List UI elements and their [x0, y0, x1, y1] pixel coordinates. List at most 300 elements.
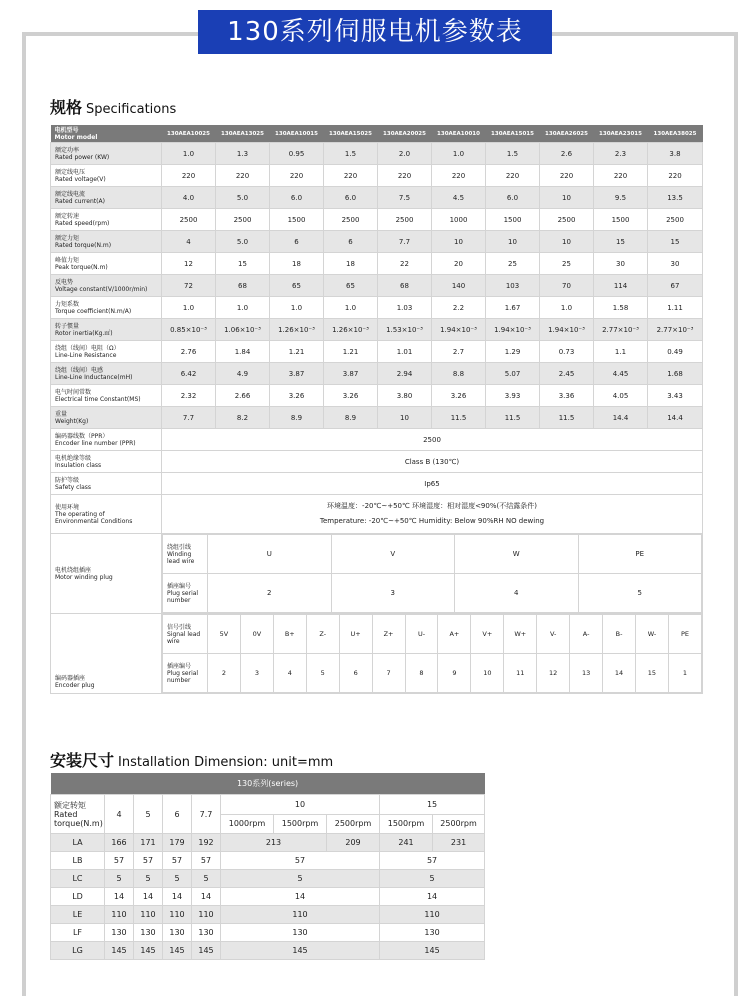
- torque-value: 5: [134, 795, 163, 834]
- install-row: [51, 852, 485, 870]
- encoder-plug-row-serial: 2: [208, 654, 241, 693]
- spec-row-label: 电气时间常数 Electrical time Constant(MS): [51, 385, 162, 407]
- spec-value: 14.4: [594, 407, 648, 429]
- spec-value: 3.87: [270, 363, 324, 385]
- spec-value: 1.0: [432, 143, 486, 165]
- spec-value: 220: [432, 165, 486, 187]
- safety-row-value: Ip65: [162, 473, 703, 495]
- spec-value: 1500: [486, 209, 540, 231]
- spec-value: 8.8: [432, 363, 486, 385]
- install-value: 14: [134, 888, 163, 906]
- spec-row: [51, 143, 703, 165]
- encoder-plug-row-lead: V+: [471, 615, 504, 654]
- encoder-plug-row-serial: 4: [273, 654, 306, 693]
- spec-value: 1000: [432, 209, 486, 231]
- encoder-row-label: 编码器线数（PPR） Encoder line number (PPR): [51, 429, 162, 451]
- spec-value: 6.42: [162, 363, 216, 385]
- spec-value: 4.5: [432, 187, 486, 209]
- spec-value: 4.0: [162, 187, 216, 209]
- install-value: 110: [105, 906, 134, 924]
- spec-value: 1.29: [486, 341, 540, 363]
- spec-value: 1500: [270, 209, 324, 231]
- spec-value: 1.1: [594, 341, 648, 363]
- install-value: 130: [163, 924, 192, 942]
- spec-value: 220: [378, 165, 432, 187]
- spec-value: 68: [378, 275, 432, 297]
- encoder-plug-row-lead: B-: [603, 615, 636, 654]
- encoder-plug-row-lead: W+: [504, 615, 537, 654]
- spec-value: 1500: [594, 209, 648, 231]
- install-value: 57: [192, 852, 221, 870]
- winding-plug-row-lead: W: [455, 535, 579, 574]
- spec-value: 1.94×10⁻³: [540, 319, 594, 341]
- encoder-plug-row-lead: 5V: [208, 615, 241, 654]
- spec-row-label: 绕组（线间）电感 Line-Line Inductance(mH): [51, 363, 162, 385]
- install-value: 5: [380, 870, 485, 888]
- install-row-name: LB: [51, 852, 105, 870]
- encoder-plug-row-lead: Z+: [372, 615, 405, 654]
- environment-line-en: Temperature: -20℃~+50℃ Humidity: Below 90%RH NO dewing: [319, 517, 545, 525]
- spec-row-label: 额定线电压 Rated voltage(V): [51, 165, 162, 187]
- install-row-name: LE: [51, 906, 105, 924]
- spec-row-label: 额定线电流 Rated current(A): [51, 187, 162, 209]
- encoder-plug-row-lead: PE: [668, 615, 701, 654]
- insulation-row-label: 电机绝缘等级 Insulation class: [51, 451, 162, 473]
- speed-10: 2500rpm: [327, 814, 380, 834]
- spec-value: 3.43: [648, 385, 703, 407]
- spec-value: 1.26×10⁻³: [324, 319, 378, 341]
- install-value: 145: [221, 942, 380, 960]
- spec-value: 1.11: [648, 297, 703, 319]
- install-value: 110: [134, 906, 163, 924]
- install-value: 130: [134, 924, 163, 942]
- spec-value: 22: [378, 253, 432, 275]
- spec-value: 2.77×10⁻³: [648, 319, 703, 341]
- spec-value: 1.94×10⁻³: [486, 319, 540, 341]
- install-row: [51, 870, 485, 888]
- spec-value: 2500: [540, 209, 594, 231]
- install-row: [51, 834, 485, 852]
- install-value: 209: [327, 834, 380, 852]
- install-value: 110: [380, 906, 485, 924]
- spec-value: 1.21: [324, 341, 378, 363]
- spec-row-label: 重量 Weight(Kg): [51, 407, 162, 429]
- install-value: 145: [163, 942, 192, 960]
- safety-row-label: 防护等级 Safety class: [51, 473, 162, 495]
- torque-10: 10: [221, 795, 380, 815]
- spec-value: 1.0: [162, 297, 216, 319]
- spec-row-label: 绕组（线间）电阻（Ω） Line-Line Resistance: [51, 341, 162, 363]
- torque-value: 6: [163, 795, 192, 834]
- install-value: 14: [163, 888, 192, 906]
- spec-value: 2500: [162, 209, 216, 231]
- install-value: 57: [134, 852, 163, 870]
- install-value: 145: [134, 942, 163, 960]
- spec-value: 4.9: [216, 363, 270, 385]
- spec-title-en: Specifications: [86, 102, 177, 117]
- spec-value: 9.5: [594, 187, 648, 209]
- encoder-plug-row-serial: 8: [405, 654, 438, 693]
- encoder-plug-row-serial: 15: [635, 654, 668, 693]
- spec-value: 10: [540, 231, 594, 253]
- encoder-plug-row-serial: 14: [603, 654, 636, 693]
- spec-value: 220: [594, 165, 648, 187]
- spec-value: 220: [648, 165, 703, 187]
- install-row: [51, 906, 485, 924]
- spec-row: [51, 319, 703, 341]
- spec-value: 1.84: [216, 341, 270, 363]
- install-value: 166: [105, 834, 134, 852]
- spec-value: 10: [378, 407, 432, 429]
- install-value: 145: [105, 942, 134, 960]
- winding-plug-row-grid: [162, 534, 702, 613]
- install-row-name: LG: [51, 942, 105, 960]
- install-value: 14: [192, 888, 221, 906]
- winding-plug-row-lead: V: [331, 535, 455, 574]
- winding-plug-row-serial-label: 插座编号 Plug serial number: [163, 574, 208, 613]
- spec-row: [51, 275, 703, 297]
- spec-value: 30: [648, 253, 703, 275]
- model-header: 130AEA10025: [162, 125, 216, 143]
- winding-plug-row-serial: 2: [208, 574, 332, 613]
- spec-value: 7.5: [378, 187, 432, 209]
- install-torque-row: [51, 795, 485, 815]
- spec-value: 2.45: [540, 363, 594, 385]
- encoder-plug-row-lead: U-: [405, 615, 438, 654]
- install-value: 110: [192, 906, 221, 924]
- winding-plug-row-lead: U: [208, 535, 332, 574]
- spec-value: 1.0: [216, 297, 270, 319]
- encoder-plug-row-serial: 11: [504, 654, 537, 693]
- encoder-plug-row-serial: 1: [668, 654, 701, 693]
- install-row-name: LF: [51, 924, 105, 942]
- spec-value: 65: [324, 275, 378, 297]
- install-value: 179: [163, 834, 192, 852]
- model-header: 130AEA13025: [216, 125, 270, 143]
- page-title: 130系列伺服电机参数表: [198, 10, 552, 54]
- winding-plug-row-serial: 4: [455, 574, 579, 613]
- spec-value: 25: [486, 253, 540, 275]
- spec-table: [50, 125, 703, 694]
- encoder-plug-row-serial: 13: [570, 654, 603, 693]
- encoder-plug-row-serial: 7: [372, 654, 405, 693]
- spec-value: 2500: [324, 209, 378, 231]
- model-header: 130AEA10015: [270, 125, 324, 143]
- spec-value: 103: [486, 275, 540, 297]
- spec-row: [51, 385, 703, 407]
- spec-value: 1.0: [540, 297, 594, 319]
- encoder-plug-row-lead: A+: [438, 615, 471, 654]
- spec-value: 3.80: [378, 385, 432, 407]
- spec-value: 4.05: [594, 385, 648, 407]
- encoder-row: [51, 429, 703, 451]
- insulation-row: [51, 451, 703, 473]
- install-value: 241: [380, 834, 433, 852]
- encoder-plug-row-lead: V-: [537, 615, 570, 654]
- encoder-plug-row-lead: W-: [635, 615, 668, 654]
- spec-value: 220: [324, 165, 378, 187]
- spec-value: 2.77×10⁻³: [594, 319, 648, 341]
- spec-row-label: 反电势 Voltage constant(V/1000r/min): [51, 275, 162, 297]
- spec-value: 2.3: [594, 143, 648, 165]
- install-value: 192: [192, 834, 221, 852]
- winding-plug-row-serial: 5: [578, 574, 702, 613]
- install-value: 110: [221, 906, 380, 924]
- spec-value: 2500: [216, 209, 270, 231]
- environment-line-cn: 环境温度：-20℃~+50℃ 环境湿度：相对湿度<90%(不结露条件): [327, 502, 537, 510]
- spec-value: 65: [270, 275, 324, 297]
- winding-plug-row-serial: 3: [331, 574, 455, 613]
- install-title-en: Installation Dimension: unit=mm: [118, 755, 334, 770]
- spec-value: 1.0: [162, 143, 216, 165]
- install-value: 57: [105, 852, 134, 870]
- encoder-plug-row-serial: 12: [537, 654, 570, 693]
- install-value: 5: [163, 870, 192, 888]
- spec-value: 7.7: [162, 407, 216, 429]
- spec-value: 2500: [648, 209, 703, 231]
- spec-value: 2.66: [216, 385, 270, 407]
- spec-value: 12: [162, 253, 216, 275]
- speed-15: 2500rpm: [433, 814, 485, 834]
- encoder-plug-row: [51, 614, 703, 694]
- spec-value: 220: [162, 165, 216, 187]
- spec-value: 15: [594, 231, 648, 253]
- encoder-row-value: 2500: [162, 429, 703, 451]
- spec-value: 2.7: [432, 341, 486, 363]
- winding-plug-row-label: 电机绕组插座 Motor winding plug: [51, 534, 162, 614]
- model-header: 130AEA10010: [432, 125, 486, 143]
- install-value: 5: [192, 870, 221, 888]
- install-row: [51, 924, 485, 942]
- spec-value: 2.94: [378, 363, 432, 385]
- spec-value: 30: [594, 253, 648, 275]
- encoder-plug-row-lead: 0V: [240, 615, 273, 654]
- spec-value: 3.87: [324, 363, 378, 385]
- encoder-plug-row-lead: Z-: [306, 615, 339, 654]
- spec-value: 2.0: [378, 143, 432, 165]
- spec-value: 0.95: [270, 143, 324, 165]
- install-value: 171: [134, 834, 163, 852]
- spec-value: 2.76: [162, 341, 216, 363]
- spec-row-label: 峰值力矩 Peak torque(N.m): [51, 253, 162, 275]
- spec-value: 1.58: [594, 297, 648, 319]
- spec-value: 7.7: [378, 231, 432, 253]
- spec-value: 4.45: [594, 363, 648, 385]
- spec-value: 0.85×10⁻³: [162, 319, 216, 341]
- spec-value: 3.26: [432, 385, 486, 407]
- install-value: 213: [221, 834, 327, 852]
- spec-value: 220: [486, 165, 540, 187]
- torque-15: 15: [380, 795, 485, 815]
- spec-value: 68: [216, 275, 270, 297]
- torque-value: 7.7: [192, 795, 221, 834]
- spec-value: 6: [324, 231, 378, 253]
- spec-row-label: 额定转速 Rated speed(rpm): [51, 209, 162, 231]
- environment-value: [162, 495, 703, 534]
- install-value: 14: [380, 888, 485, 906]
- spec-row: [51, 187, 703, 209]
- environment-label: 使用环境 The operating of Environmental Conditions: [51, 495, 162, 534]
- encoder-plug-row-serial: 6: [339, 654, 372, 693]
- encoder-plug-row-lead: A-: [570, 615, 603, 654]
- spec-value: 0.73: [540, 341, 594, 363]
- winding-plug-row: [51, 534, 703, 614]
- spec-value: 114: [594, 275, 648, 297]
- spec-value: 6.0: [270, 187, 324, 209]
- spec-value: 8.2: [216, 407, 270, 429]
- spec-value: 6.0: [324, 187, 378, 209]
- spec-value: 6: [270, 231, 324, 253]
- safety-row: [51, 473, 703, 495]
- spec-row: [51, 165, 703, 187]
- spec-value: 20: [432, 253, 486, 275]
- spec-row-label: 转子惯量 Rotor inertia(Kg.㎡): [51, 319, 162, 341]
- speed-15: 1500rpm: [380, 814, 433, 834]
- spec-value: 1.0: [270, 297, 324, 319]
- install-title-cn: 安装尺寸: [50, 751, 115, 770]
- spec-value: 70: [540, 275, 594, 297]
- spec-value: 11.5: [486, 407, 540, 429]
- install-value: 57: [380, 852, 485, 870]
- install-value: 5: [105, 870, 134, 888]
- spec-row: [51, 209, 703, 231]
- install-value: 130: [380, 924, 485, 942]
- spec-value: 11.5: [432, 407, 486, 429]
- spec-value: 72: [162, 275, 216, 297]
- spec-row: [51, 407, 703, 429]
- spec-value: 1.68: [648, 363, 703, 385]
- model-header: 130AEA15025: [324, 125, 378, 143]
- install-value: 130: [105, 924, 134, 942]
- spec-value: 1.5: [486, 143, 540, 165]
- insulation-row-value: Class B (130℃): [162, 451, 703, 473]
- install-row-name: LA: [51, 834, 105, 852]
- spec-value: 2.6: [540, 143, 594, 165]
- spec-value: 1.3: [216, 143, 270, 165]
- encoder-plug-row-lead-label: 信号引线 Signal lead wire: [163, 615, 208, 654]
- encoder-plug-row-lead: B+: [273, 615, 306, 654]
- model-header: 130AEA20025: [378, 125, 432, 143]
- spec-value: 6.0: [486, 187, 540, 209]
- spec-value: 3.26: [270, 385, 324, 407]
- spec-value: 5.0: [216, 187, 270, 209]
- install-value: 231: [433, 834, 485, 852]
- install-table: [50, 773, 485, 960]
- spec-value: 3.8: [648, 143, 703, 165]
- spec-value: 4: [162, 231, 216, 253]
- install-row: [51, 888, 485, 906]
- spec-row-label: 力矩系数 Torque coefficient(N.m/A): [51, 297, 162, 319]
- spec-value: 11.5: [540, 407, 594, 429]
- speed-10: 1500rpm: [274, 814, 327, 834]
- spec-row: [51, 231, 703, 253]
- speed-10: 1000rpm: [221, 814, 274, 834]
- torque-value: 4: [105, 795, 134, 834]
- spec-value: 18: [270, 253, 324, 275]
- model-header: 130AEA38025: [648, 125, 703, 143]
- spec-value: 220: [270, 165, 324, 187]
- spec-value: 1.53×10⁻³: [378, 319, 432, 341]
- encoder-plug-row-grid: [162, 614, 702, 693]
- install-value: 57: [221, 852, 380, 870]
- spec-row: [51, 341, 703, 363]
- spec-value: 25: [540, 253, 594, 275]
- torque-label: 额定转矩 Rated torque(N.m): [51, 795, 105, 834]
- spec-row-label: 额定功率 Rated power (KW): [51, 143, 162, 165]
- install-value: 130: [192, 924, 221, 942]
- spec-row: [51, 363, 703, 385]
- install-header: 130系列(series): [51, 773, 485, 795]
- spec-value: 15: [216, 253, 270, 275]
- spec-value: 1.5: [324, 143, 378, 165]
- spec-value: 10: [486, 231, 540, 253]
- environment-row: [51, 495, 703, 534]
- install-section-title: [50, 748, 333, 771]
- winding-plug-row-lead: PE: [578, 535, 702, 574]
- install-value: 57: [163, 852, 192, 870]
- spec-value: 1.67: [486, 297, 540, 319]
- winding-plug-row-lead-label: 绕组引线 Winding lead wire: [163, 535, 208, 574]
- spec-value: 2500: [378, 209, 432, 231]
- spec-value: 13.5: [648, 187, 703, 209]
- spec-title-cn: 规格: [50, 98, 83, 117]
- install-value: 130: [221, 924, 380, 942]
- spec-value: 1.03: [378, 297, 432, 319]
- spec-value: 3.36: [540, 385, 594, 407]
- encoder-plug-row-lead: U+: [339, 615, 372, 654]
- install-value: 14: [221, 888, 380, 906]
- install-value: 110: [163, 906, 192, 924]
- spec-value: 10: [540, 187, 594, 209]
- spec-value: 5.0: [216, 231, 270, 253]
- encoder-plug-row-serial: 5: [306, 654, 339, 693]
- spec-value: 15: [648, 231, 703, 253]
- install-row-name: LD: [51, 888, 105, 906]
- install-value: 5: [221, 870, 380, 888]
- model-header: 130AEA15015: [486, 125, 540, 143]
- spec-value: 8.9: [324, 407, 378, 429]
- encoder-plug-row-label: 编码器插座 Encoder plug: [51, 614, 162, 694]
- encoder-plug-row-serial: 10: [471, 654, 504, 693]
- install-row-name: LC: [51, 870, 105, 888]
- install-value: 14: [105, 888, 134, 906]
- spec-value: 2.32: [162, 385, 216, 407]
- encoder-plug-row-serial-label: 插座编号 Plug serial number: [163, 654, 208, 693]
- spec-value: 1.0: [324, 297, 378, 319]
- model-header: 130AEA23015: [594, 125, 648, 143]
- spec-row-label: 额定力矩 Rated torque(N.m): [51, 231, 162, 253]
- model-header: 130AEA26025: [540, 125, 594, 143]
- spec-value: 1.21: [270, 341, 324, 363]
- spec-value: 18: [324, 253, 378, 275]
- install-row: [51, 942, 485, 960]
- spec-section-title: [50, 95, 176, 118]
- spec-value: 140: [432, 275, 486, 297]
- spec-value: 3.26: [324, 385, 378, 407]
- spec-value: 3.93: [486, 385, 540, 407]
- spec-value: 220: [216, 165, 270, 187]
- spec-value: 14.4: [648, 407, 703, 429]
- spec-row: [51, 297, 703, 319]
- spec-value: 5.07: [486, 363, 540, 385]
- install-value: 145: [192, 942, 221, 960]
- encoder-plug-row-serial: 3: [240, 654, 273, 693]
- encoder-plug-row-serial: 9: [438, 654, 471, 693]
- spec-value: 0.49: [648, 341, 703, 363]
- install-value: 145: [380, 942, 485, 960]
- model-label: 电机型号 Motor model: [51, 125, 162, 143]
- spec-value: 1.01: [378, 341, 432, 363]
